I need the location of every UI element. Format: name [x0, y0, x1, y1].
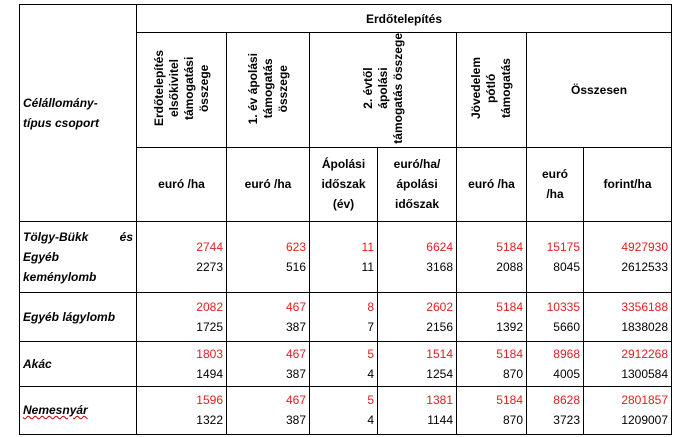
- value-black: 387: [285, 366, 306, 381]
- header-title-row: [20, 5, 672, 33]
- unit-care-amount-l1: euró/ha/: [393, 157, 441, 172]
- unit-care-amount-l3: időszak: [394, 197, 439, 212]
- value-black: 1209007: [621, 413, 669, 428]
- value-red: 8968: [553, 346, 580, 361]
- value-red: 2912268: [621, 346, 669, 361]
- row-group-name-part4: keménylomb: [23, 269, 97, 284]
- col-head-income-support: [457, 33, 527, 148]
- value-red: 2602: [426, 299, 453, 314]
- unit-total-euro-l2: /ha: [546, 187, 564, 202]
- cell-establishment: [137, 386, 227, 434]
- cell-total-euro: [527, 221, 584, 292]
- table-row: [20, 292, 672, 341]
- row-group-name: Akác: [20, 341, 137, 386]
- col-head-establishment-l2: elsőkivitel: [166, 59, 181, 118]
- value-black: 1300584: [621, 366, 669, 381]
- value-red: 1514: [426, 346, 453, 361]
- cell-first-year-care: [227, 341, 310, 386]
- cell-first-year-care: [227, 221, 310, 292]
- value-black: 1725: [196, 319, 223, 334]
- cell-care-period: [310, 341, 378, 386]
- cell-establishment: [137, 292, 227, 341]
- cell-care-period: [310, 292, 378, 341]
- value-red: 10335: [546, 299, 580, 314]
- cell-care-amount: [378, 341, 457, 386]
- cell-first-year-care: [227, 386, 310, 434]
- value-red: 2801857: [621, 393, 669, 408]
- col-head-first-year-care: [227, 33, 310, 148]
- value-black: 387: [285, 319, 306, 334]
- unit-total-euro-l1: euró: [541, 167, 568, 182]
- value-red: 623: [285, 239, 306, 254]
- col-head-first-year-care-l1: 1. év ápolási: [245, 52, 260, 125]
- target-group-header-line1: Célállomány-: [23, 95, 98, 110]
- value-black: 1494: [196, 366, 223, 381]
- value-red: 1381: [426, 393, 453, 408]
- cell-establishment: [137, 341, 227, 386]
- col-head-income-support-l2: pótló: [484, 73, 498, 104]
- table-row: [20, 221, 672, 292]
- unit-establishment: euró /ha: [137, 147, 227, 221]
- table-row: [20, 386, 672, 434]
- value-black: 4005: [553, 366, 580, 381]
- value-black: 3723: [553, 413, 580, 428]
- unit-first-year-care: euró /ha: [227, 147, 310, 221]
- cell-care-amount: [378, 386, 457, 434]
- cell-first-year-care: [227, 292, 310, 341]
- row-group-name-text: Nemesnyár: [23, 403, 88, 418]
- cell-total-forint: [584, 341, 672, 386]
- value-red: 5184: [496, 299, 523, 314]
- value-red: 5184: [496, 239, 523, 254]
- col-head-income-support-l3: támogatás: [499, 58, 513, 119]
- unit-care-period-l1: Ápolási: [321, 157, 366, 172]
- value-black: 2273: [196, 259, 223, 274]
- value-red: 5184: [496, 346, 523, 361]
- value-red: 467: [285, 346, 306, 361]
- col-head-first-year-care-l2: támogatás: [260, 58, 275, 119]
- value-black: 516: [285, 259, 306, 274]
- cell-total-forint: [584, 292, 672, 341]
- col-head-first-year-care-l3: összege: [275, 64, 290, 113]
- value-red: 1596: [196, 393, 223, 408]
- col-head-establishment-l3: támogatási: [181, 56, 196, 121]
- value-black: 7: [367, 319, 374, 334]
- cell-total-euro: [527, 341, 584, 386]
- target-group-header: [20, 5, 137, 222]
- value-red: 5: [367, 393, 374, 408]
- value-red: 467: [285, 393, 306, 408]
- value-red: 1803: [196, 346, 223, 361]
- value-black: 2088: [496, 259, 523, 274]
- row-group-name: [20, 386, 137, 434]
- unit-care-period-l3: (év): [332, 197, 355, 212]
- unit-care-amount-l2: ápolási: [396, 177, 438, 192]
- cell-income-support: [457, 341, 527, 386]
- col-head-second-year-care-l2: ápolási: [375, 67, 390, 110]
- cell-total-forint: [584, 386, 672, 434]
- value-black: 3168: [426, 259, 453, 274]
- value-red: 5184: [496, 393, 523, 408]
- value-red: 467: [285, 299, 306, 314]
- value-black: 2156: [426, 319, 453, 334]
- cell-total-forint: [584, 221, 672, 292]
- col-head-establishment-l1: Erdőtelepítés: [151, 50, 166, 127]
- row-group-name-part1: Tölgy-Bükk: [23, 229, 89, 244]
- value-red: 3356188: [621, 299, 669, 314]
- value-black: 387: [285, 413, 306, 428]
- value-red: 8: [367, 299, 374, 314]
- unit-care-amount: [378, 147, 457, 221]
- value-red: 4927930: [621, 239, 669, 254]
- value-black: 1322: [196, 413, 223, 428]
- col-head-total: Összesen: [527, 33, 672, 148]
- afforestation-title: Erdőtelepítés: [137, 5, 672, 33]
- row-group-name-part2: és: [119, 229, 133, 244]
- cell-income-support: [457, 221, 527, 292]
- value-black: 8045: [553, 259, 580, 274]
- cell-establishment: [137, 221, 227, 292]
- cell-total-euro: [527, 292, 584, 341]
- value-red: 11: [361, 239, 374, 254]
- col-head-income-support-l1: Jövedelem: [469, 57, 483, 120]
- value-red: 2744: [196, 239, 223, 254]
- value-black: 11: [361, 259, 374, 274]
- afforestation-support-table: [19, 4, 672, 435]
- value-red: 8628: [553, 393, 580, 408]
- value-black: 1254: [426, 366, 453, 381]
- value-black: 1838028: [621, 319, 669, 334]
- value-red: 6624: [426, 239, 453, 254]
- value-black: 5660: [553, 319, 580, 334]
- cell-income-support: [457, 386, 527, 434]
- value-red: 15175: [546, 239, 580, 254]
- cell-total-euro: [527, 386, 584, 434]
- unit-income-support: euró /ha: [457, 147, 527, 221]
- cell-care-amount: [378, 292, 457, 341]
- cell-care-amount: [378, 221, 457, 292]
- col-head-establishment-l4: összege: [196, 64, 211, 113]
- value-black: 1144: [427, 413, 453, 428]
- unit-care-period: [310, 147, 378, 221]
- value-black: 4: [367, 413, 374, 428]
- support-table-container: [19, 4, 671, 428]
- unit-total-euro: [527, 147, 584, 221]
- unit-total-forint: forint/ha: [584, 147, 672, 221]
- row-group-name: Egyéb lágylomb: [20, 292, 137, 341]
- cell-care-period: [310, 221, 378, 292]
- value-black: 1392: [496, 319, 523, 334]
- value-black: 2612533: [621, 259, 669, 274]
- unit-care-period-l2: időszak: [321, 177, 366, 192]
- value-black: 4: [367, 366, 374, 381]
- cell-income-support: [457, 292, 527, 341]
- row-group-name: [20, 221, 137, 292]
- cell-care-period: [310, 386, 378, 434]
- col-head-second-year-care: [310, 33, 457, 148]
- col-head-second-year-care-l3: támogatás összege: [390, 33, 405, 144]
- value-black: 870: [502, 366, 523, 381]
- target-group-header-line2: típus csoport: [23, 115, 100, 130]
- row-group-name-part3: Egyéb: [23, 249, 60, 264]
- value-black: 870: [502, 413, 523, 428]
- col-head-second-year-care-l1: 2. évtől: [360, 67, 375, 110]
- col-head-establishment: [137, 33, 227, 148]
- value-red: 2082: [196, 299, 223, 314]
- value-red: 5: [367, 346, 374, 361]
- table-row: [20, 341, 672, 386]
